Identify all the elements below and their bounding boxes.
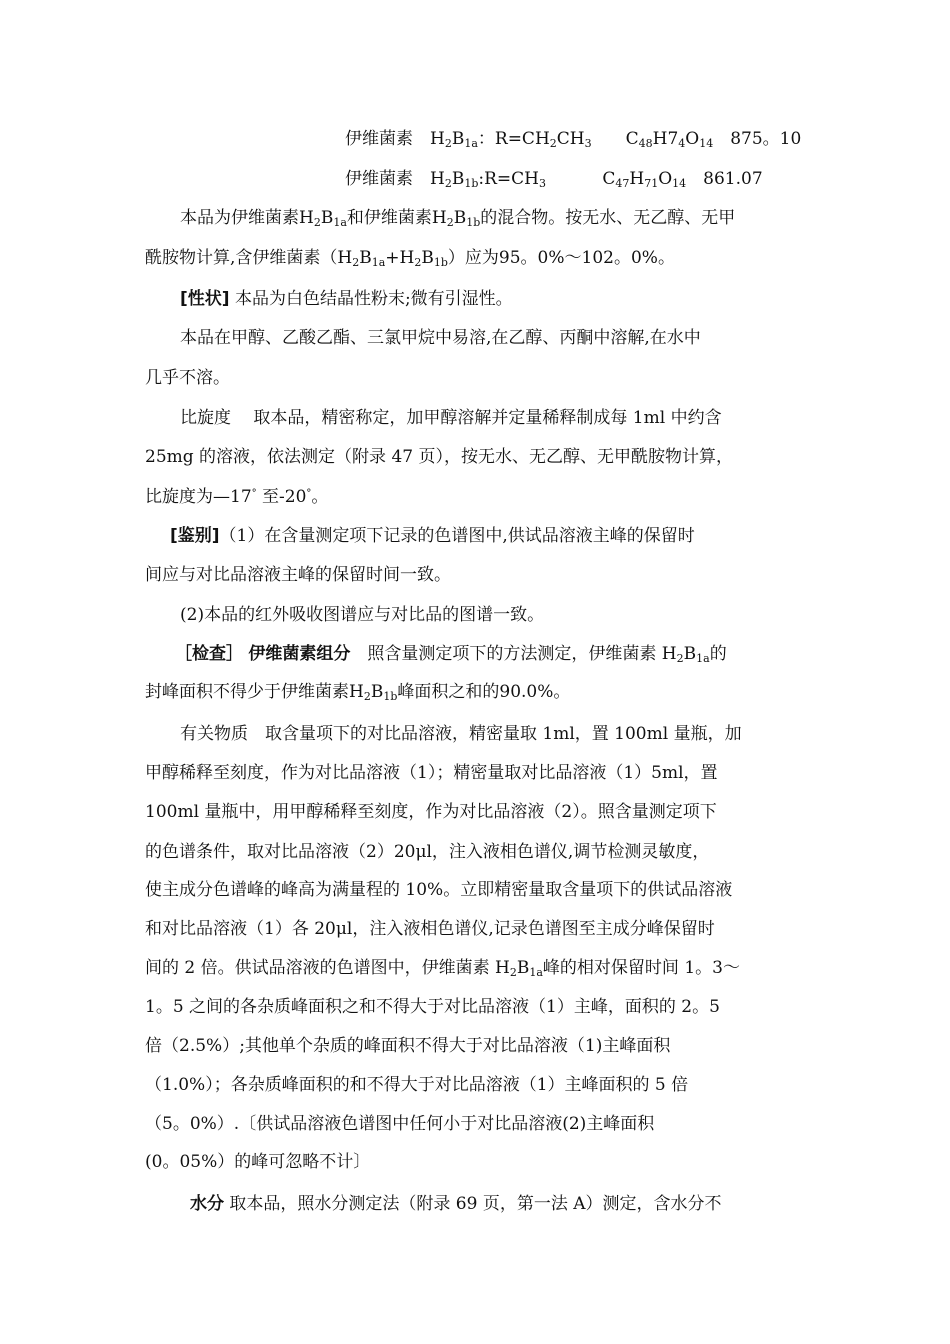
solubility-line-2: 几乎不溶。 (145, 368, 230, 388)
rotation-line-1: 比旋度 取本品，精密称定，加甲醇溶解并定量稀释制成每 1ml 中约含 (180, 408, 722, 428)
related-line-2: 甲醇稀释至刻度，作为对比品溶液（1）；精密量取对比品溶液（1）5ml，置 (145, 763, 718, 783)
solubility-line-1: 本品在甲醇、乙酸乙酯、三氯甲烷中易溶,在乙醇、丙酮中溶解,在水中 (180, 328, 701, 348)
related-line-8: 1。5 之间的各杂质峰面积之和不得大于对比品溶液（1）主峰，面积的 2。5 (145, 997, 720, 1017)
intro-line-2: 酰胺物计算,含伊维菌素$(H_2B_{1a}+H_2B_{1b})$应为95。0%～102。0%。 (145, 248, 675, 269)
jiancha-heading: ［检查］ (175, 644, 243, 664)
jianbie-line-1: [鉴别]（1）在含量测定项下记录的色谱图中,供试品溶液主峰的保留时 (170, 526, 695, 546)
water-heading: 水分 (190, 1194, 224, 1214)
xingzhuang-heading: [性状] (180, 289, 230, 309)
water-line-1: 水分 取本品，照水分测定法（附录 69 页，第一法 A）测定，含水分不 (190, 1194, 722, 1214)
formula-line-b1b: 伊维菌素 $H_2B_{1b}:R=CH_3$ $C_{47}H_{71}O_{14}$ 861.07 (345, 169, 763, 190)
related-line-4: 的色谱条件，取对比品溶液（2）20μl，注入液相色谱仪,调节检测灵敏度， (145, 842, 710, 862)
rotation-line-2: 25mg 的溶液，依法测定（附录 47 页），按无水、无乙醇、无甲酰胺物计算， (145, 447, 733, 467)
jianbie-line-2: 间应与对比品溶液主峰的保留时间一致。 (145, 565, 451, 585)
jiancha-line-2: 封峰面积不得少于伊维菌素$H_2B_{1b}$峰面积之和的90.0%。 (145, 682, 571, 703)
xingzhuang-para: [性状] 本品为白色结晶性粉末;微有引湿性。 (180, 289, 513, 309)
jianbie-line-3: (2)本品的红外吸收图谱应与对比品的图谱一致。 (180, 605, 545, 625)
related-line-3: 100ml 量瓶中，用甲醇稀释至刻度，作为对比品溶液（2）。照含量测定项下 (145, 802, 717, 822)
related-line-6: 和对比品溶液（1）各 20μl，注入液相色谱仪,记录色谱图至主成分峰保留时 (145, 919, 715, 939)
related-line-9: 倍（2.5%）;其他单个杂质的峰面积不得大于对比品溶液（1)主峰面积 (145, 1036, 671, 1056)
related-line-1: 有关物质 取含量项下的对比品溶液，精密量取 1ml，置 100ml 量瓶，加 (180, 724, 742, 744)
intro-line-1: 本品为伊维菌素$H_2B_{1a}$和伊维菌素$H_2B_{1b}$的混合物。按无水、无乙醇、无甲 (180, 208, 736, 229)
rotation-line-3: 比旋度为—17° 至-20°。 (145, 487, 329, 507)
formula-code: $H_2B_{1b}$ (430, 169, 479, 190)
jianbie-heading: [鉴别] (170, 526, 220, 546)
related-line-12: (0。05%）的峰可忽略不计〕 (145, 1152, 371, 1172)
related-line-5: 使主成分色谱峰的峰高为满量程的 10%。立即精密量取含量项下的供试品溶液 (145, 880, 733, 900)
formula-line-b1a: 伊维菌素 $H_2B_{1a}$：$R=CH_2CH_3$ $C_{48}H7_4O_{14}$ 875。10 (345, 129, 802, 150)
jiancha-line-1: ［检查］ 伊维菌素组分 照含量测定项下的方法测定，伊维菌素 $H_2B_{1a}$的 (175, 644, 727, 665)
jiancha-subheading: 伊维菌素组分 (248, 644, 351, 664)
related-line-7: 间的 2 倍。供试品溶液的色谱图中，伊维菌素 $H_2B_{1a}$峰的相对保留时间 1。3～ (145, 958, 740, 979)
related-line-10: （1.0%）；各杂质峰面积的和不得大于对比品溶液（1）主峰面积的 5 倍 (145, 1075, 689, 1095)
related-line-11: （5。0%）.〔供试品溶液色谱图中任何小于对比品溶液(2)主峰面积 (145, 1114, 655, 1134)
formula-code: $H_2B_{1a}$ (430, 129, 478, 150)
